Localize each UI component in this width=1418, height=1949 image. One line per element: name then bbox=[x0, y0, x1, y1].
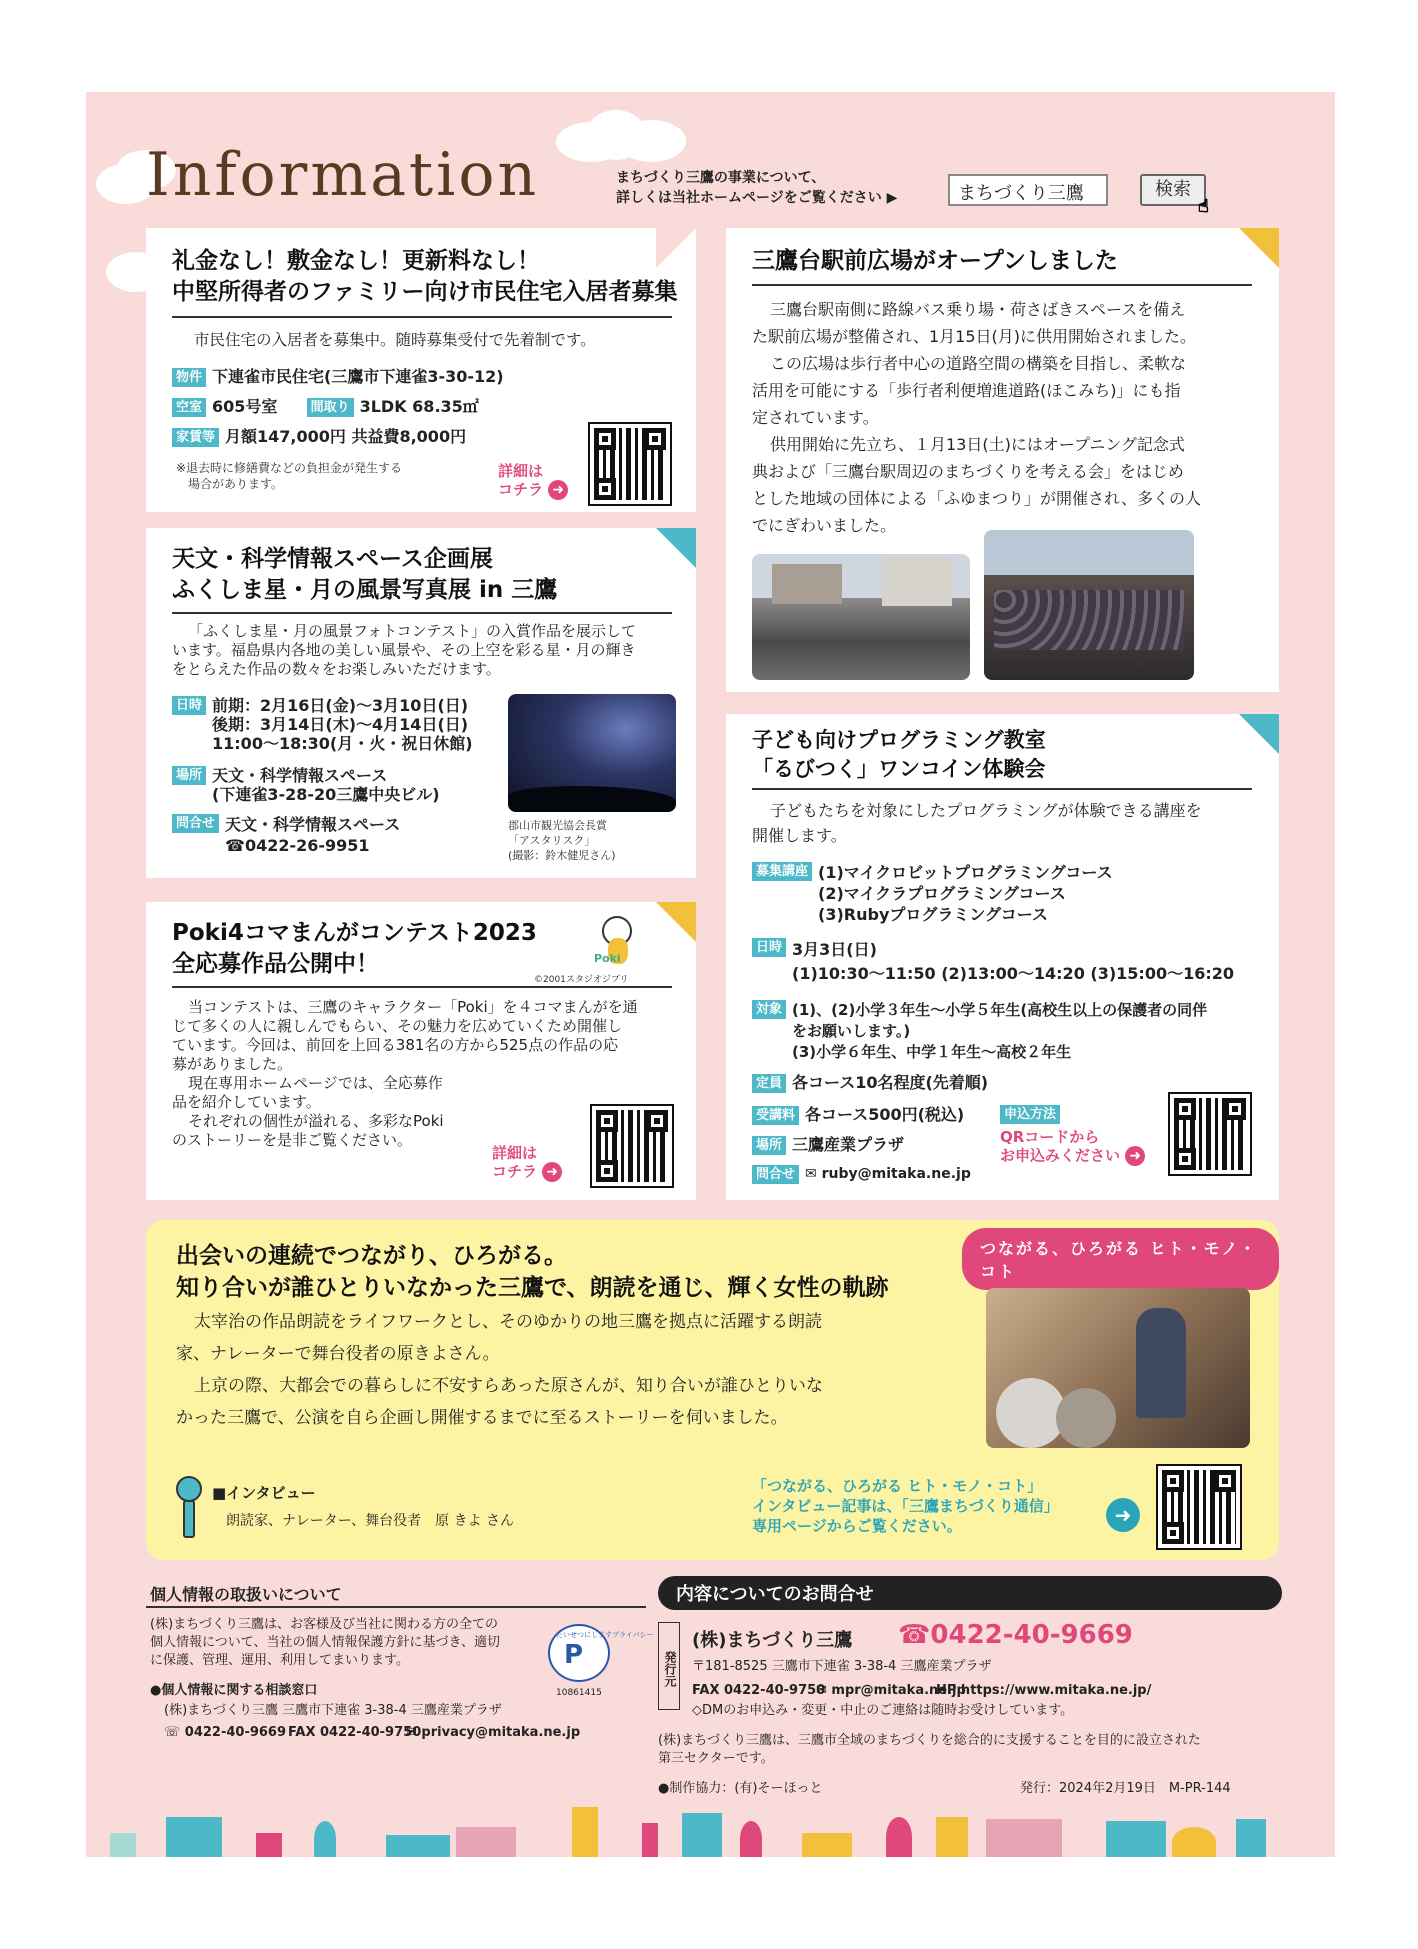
privacy-email[interactable]: ✉ privacy@mitaka.ne.jp bbox=[406, 1725, 581, 1740]
housing-property: 物件 下連雀市民住宅(三鷹市下連雀3-30-12) bbox=[172, 366, 504, 387]
building-decoration bbox=[802, 1833, 852, 1857]
tree-decoration bbox=[886, 1817, 912, 1857]
astro-date: 日時 前期：2月16日(金)～3月10日(日) 後期：3月14日(木)～4月14日(日) 11:00～18:30(月・火・祝日休館) bbox=[172, 696, 473, 753]
building-decoration bbox=[1106, 1821, 1166, 1857]
starry-sky-photo bbox=[508, 694, 676, 812]
copyright-text: ©2001スタジオジブリ bbox=[534, 975, 629, 985]
privacy-mark-icon: たいせつにしますプライバシー P bbox=[548, 1624, 610, 1682]
photo-caption: 郡山市観光協会長賞 「アスタリスク」 (撮影：鈴木健児さん) bbox=[508, 819, 616, 862]
programming-capacity: 定員 各コース10名程度(先着順) bbox=[752, 1072, 988, 1093]
privacy-body: (株)まちづくり三鷹は、お客様及び当社に関わる方の全ての 個人情報について、当社の個人情報保護方針に基づき、適切 に保護、管理、運用、利用してまいります。 bbox=[150, 1617, 500, 1668]
station-plaza-photo bbox=[752, 554, 970, 680]
station-card bbox=[726, 228, 1279, 692]
company-phone[interactable]: ☎0422-40-9669 bbox=[898, 1620, 1133, 1650]
poki-body: 当コンテストは、三鷹のキャラクター「Poki」を４コマまんがを通 じて多くの人に親しんでもらい、その魅力を広めていくため開催し ています。今回は、前回を上回る381名の方から525点の作品の応 募がありました。 現在専用ホームページでは、全応募作 品を紹介しています。 それぞれの個性が溢れる、多彩なPoki のストーリーを是非ご覧ください。 bbox=[172, 998, 638, 1149]
building-decoration bbox=[456, 1827, 516, 1857]
poki-title: Poki4コマまんがコンテスト2023 全応募作品公開中！ bbox=[172, 920, 537, 977]
programming-date: 日時 3月3日(日) (1)10:30～11:50 (2)13:00～14:20 (3)15:00～16:20 bbox=[752, 938, 1234, 986]
building-decoration bbox=[682, 1813, 722, 1857]
privacy-mark-number: 10861415 bbox=[556, 1688, 602, 1698]
arrow-right-icon: ➜ bbox=[542, 1162, 562, 1182]
qr-code[interactable] bbox=[1158, 1466, 1240, 1548]
privacy-title: 個人情報の取扱いについて bbox=[150, 1585, 342, 1604]
pointer-icon: ☝ bbox=[1198, 196, 1209, 217]
reading-performance-photo bbox=[986, 1288, 1250, 1448]
programming-courses: 募集講座 (1)マイクロビットプログラミングコース (2)マイクラプログラミングコース (3)Rubyプログラミングコース bbox=[752, 862, 1113, 925]
programming-target: 対象 (1)、(2)小学３年生～小学５年生(高校生以上の保護者の同伴 をお願いします。) (3)小学６年生、中学１年生～高校２年生 bbox=[752, 1000, 1207, 1063]
microphone-icon bbox=[176, 1476, 202, 1540]
interviewee: 朗読家、ナレーター、舞台役者 原 きよ さん bbox=[226, 1513, 515, 1529]
feature-title: 出会いの連続でつながり、ひろがる。 知り合いが誰ひとりいなかった三鷹で、朗読を通じ、輝く女性の軌跡 bbox=[176, 1243, 889, 1301]
tree-decoration bbox=[314, 1821, 336, 1857]
feature-box bbox=[146, 1220, 1279, 1560]
programming-place: 場所 三鷹産業プラザ bbox=[752, 1134, 904, 1155]
company-email[interactable]: ✉ mpr@mitaka.ne.jp bbox=[816, 1683, 966, 1698]
building-decoration bbox=[110, 1833, 136, 1857]
apply-link[interactable]: QRコードから お申込みください ➜ bbox=[1000, 1128, 1145, 1166]
housing-detail-link[interactable]: 詳細は コチラ ➜ bbox=[498, 462, 568, 500]
programming-title: 子ども向けプログラミング教室 「るびつく」ワンコイン体験会 bbox=[752, 728, 1046, 781]
dm-note: ◇DMのお申込み・変更・中止のご連絡は随時お受けしています。 bbox=[692, 1703, 1074, 1718]
qr-code[interactable] bbox=[1170, 1094, 1250, 1174]
building-decoration bbox=[572, 1807, 598, 1857]
poki-detail-link[interactable]: 詳細は コチラ ➜ bbox=[492, 1144, 562, 1182]
page-title: Information bbox=[146, 140, 540, 210]
building-decoration bbox=[256, 1833, 282, 1857]
winter-festival-photo bbox=[984, 530, 1194, 680]
company-fax: FAX 0422-40-9750 bbox=[692, 1683, 826, 1698]
search-button[interactable]: 検索 bbox=[1140, 174, 1206, 206]
housing-card bbox=[146, 228, 696, 512]
programming-body: 子どもたちを対象にしたプログラミングが体験できる講座を 開催します。 bbox=[752, 801, 1202, 845]
interview-label: ■インタビュー bbox=[212, 1484, 316, 1502]
privacy-window-address: (株)まちづくり三鷹 三鷹市下連雀 3-38-4 三鷹産業プラザ bbox=[164, 1703, 502, 1718]
arrow-right-icon: ➜ bbox=[548, 480, 568, 500]
building-decoration bbox=[986, 1819, 1062, 1857]
astro-body: 「ふくしま星・月の風景フォトコンテスト」の入賞作品を展示して います。福島県内各地の美しい風景や、その上空を彩る星・月の輝き をとらえた作品の数々をお楽しみいただけます。 bbox=[172, 622, 637, 678]
building-decoration bbox=[1236, 1819, 1266, 1857]
company-about: (株)まちづくり三鷹は、三鷹市全域のまちづくりを総合的に支援することを目的に設立された 第三セクターです。 bbox=[658, 1733, 1201, 1766]
poki-card bbox=[146, 902, 696, 1200]
programming-contact: 問合せ ✉ ruby@mitaka.ne.jp bbox=[752, 1164, 971, 1185]
arrow-right-icon: ➜ bbox=[1125, 1146, 1145, 1166]
poki-character-icon: Poki bbox=[594, 912, 640, 968]
housing-vacancy: 空室 605号室 間取り 3LDK 68.35㎡ bbox=[172, 396, 479, 417]
company-address: 〒181-8525 三鷹市下連雀 3-38-4 三鷹産業プラザ bbox=[692, 1659, 992, 1674]
building-decoration bbox=[386, 1835, 450, 1857]
privacy-tel: ☏ 0422-40-9669 bbox=[164, 1725, 287, 1740]
astro-contact: 問合せ 天文・科学情報スペース ☎0422-26-9951 bbox=[172, 814, 400, 856]
feature-body: 太宰治の作品朗読をライフワークとし、そのゆかりの地三鷹を拠点に活躍する朗読 家、ナレーターで舞台役者の原きよさん。 上京の際、大都会での暮らしに不安すらあった原さんが、知り合いが誰ひとりいな かった三鷹で、公演を自ら企画し開催するまでに至るストーリーを伺いました。 bbox=[176, 1312, 823, 1428]
station-title: 三鷹台駅前広場がオープンしました bbox=[752, 248, 1118, 274]
interview-link[interactable]: 「つながる、ひろがる ヒト・モノ・コト」 インタビュー記事は、「三鷹まちづくり通信」 専用ページからご覧ください。 bbox=[752, 1477, 1059, 1535]
astro-card bbox=[146, 528, 696, 878]
station-body: 三鷹台駅南側に路線バス乗り場・荷さばきスペースを備え た駅前広場が整備され、1月15日(月)に供用開始されました。 この広場は歩行者中心の道路空間の構築を目指し、柔軟な 活用を可能にする「歩行者利便増進道路(ほこみち)」にも指 定されています。 供用開始に先立ち、１月13日(土)にはオープニング記念式 典および「三鷹台駅周辺のまちづくりを考える会」をはじめ とした地域の団体による「ふゆまつり」が開催され、多くの人 でにぎわいました。 bbox=[752, 300, 1201, 535]
homepage-note: まちづくり三鷹の事業について、 詳しくは当社ホームページをご覧ください ▶ bbox=[616, 170, 898, 206]
privacy-window-title: ●個人情報に関する相談窓口 bbox=[150, 1683, 318, 1698]
issue-info: 発行：2024年2月19日 M-PR-144 bbox=[1020, 1781, 1231, 1796]
apply-info: 申込方法 bbox=[1000, 1104, 1066, 1124]
housing-title: 礼金なし！敷金なし！更新料なし！ 中堅所得者のファミリー向け市民住宅入居者募集 bbox=[172, 248, 678, 305]
production-credit: ●制作協力：(有)そーほっと bbox=[658, 1781, 823, 1796]
qr-code[interactable] bbox=[592, 1106, 672, 1186]
tree-decoration bbox=[740, 1821, 762, 1857]
programming-card bbox=[726, 714, 1279, 1200]
astro-title: 天文・科学情報スペース企画展 ふくしま星・月の風景写真展 in 三鷹 bbox=[172, 546, 558, 603]
building-decoration bbox=[936, 1817, 968, 1857]
newsletter-page bbox=[86, 92, 1335, 1857]
publisher-label: 発行元 bbox=[658, 1622, 680, 1710]
search-input[interactable]: まちづくり三鷹 bbox=[948, 174, 1108, 206]
housing-intro: 市民住宅の入居者を募集中。随時募集受付で先着制です。 bbox=[194, 331, 596, 349]
company-website[interactable]: HP https://www.mitaka.ne.jp/ bbox=[936, 1683, 1152, 1698]
astro-place: 場所 天文・科学情報スペース (下連雀3-28-20三鷹中央ビル) bbox=[172, 766, 440, 804]
company-name: (株)まちづくり三鷹 bbox=[692, 1630, 853, 1651]
feature-bubble: つながる、ひろがる ヒト・モノ・コト bbox=[962, 1228, 1279, 1290]
programming-fee: 受講料 各コース500円(税込) bbox=[752, 1104, 964, 1125]
qr-code[interactable] bbox=[590, 424, 670, 504]
cloud-decoration bbox=[616, 120, 686, 162]
contact-title: 内容についてのお問合せ bbox=[658, 1576, 1282, 1610]
building-decoration bbox=[642, 1823, 658, 1857]
building-decoration bbox=[166, 1817, 222, 1857]
arrow-right-icon[interactable]: ➜ bbox=[1106, 1498, 1140, 1532]
housing-rent: 家賃等 月額147,000円 共益費8,000円 bbox=[172, 426, 466, 447]
housing-footnote: ※退去時に修繕費などの負担金が発生する 場合があります。 bbox=[176, 461, 403, 491]
tree-decoration bbox=[1172, 1827, 1216, 1857]
privacy-fax: FAX 0422-40-9750 bbox=[288, 1725, 422, 1740]
